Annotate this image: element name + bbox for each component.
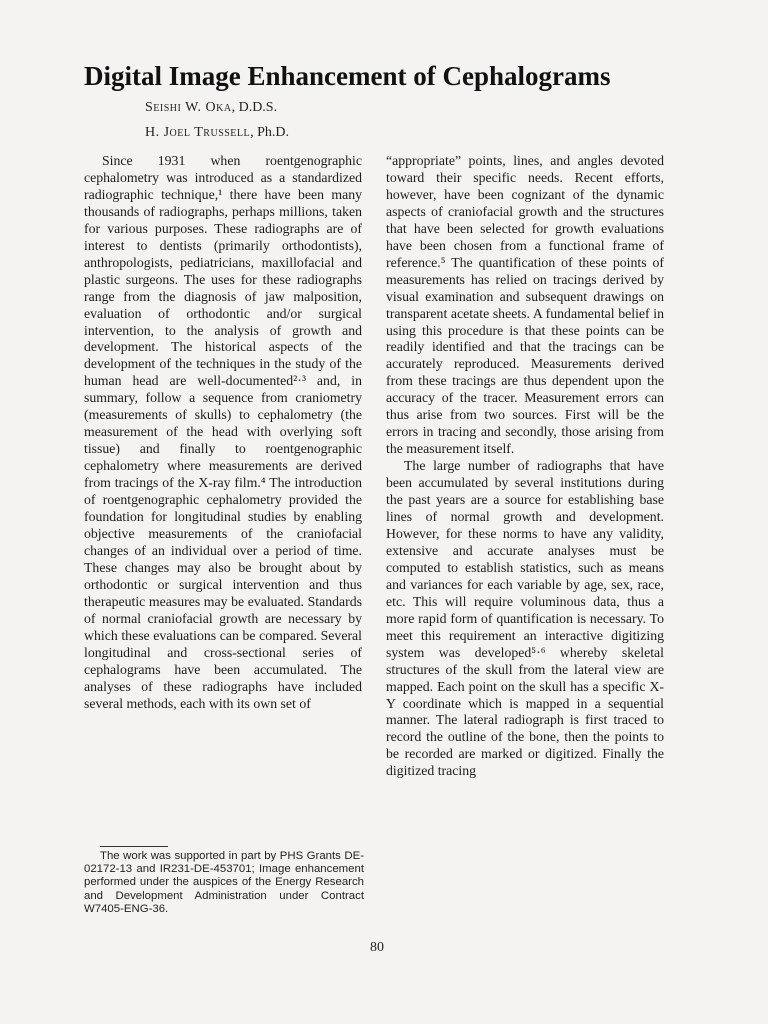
author-1-name: Seishi W. Oka [145, 100, 232, 115]
left-paragraph-1: Since 1931 when roentgenographic cephalometry was introduced as a standardized radiographic technique,¹ there have been many thousands of radiographs, perhaps millions, taken for various purposes. These radiographs are of interest to dentists (primarily orthodontists), anthropologists, pediatricians, maxillofacial and plastic surgeons. The uses for these radiographs range from the diagnosis of jaw malposition, evaluation of orthodontic and/or surgical intervention, to the analysis of growth and development. The historical aspects of the development of the techniques in the study of the human head are well-documented²·³ and, in summary, follow a sequence from craniometry (measurements of skulls) to cephalometry (the measurement of the head with overlying soft tissue) and finally to roentgenographic cephalometry where measurements are derived from tracings of the X-ray film.⁴ The introduction of roentgenographic cephalometry provided the foundation for longitudinal studies by enabling objective measurements of the craniofacial changes of an individual over a period of time. These changes may also be brought about by orthodontic or surgical intervention and thus therapeutic measures may be evaluated. Standards of normal craniofacial growth are necessary by which these evaluations can be compared. Several longitudinal and cross-sectional series of cephalograms have been accumulated. The analyses of these radiographs have included several methods, each with its own set of [84, 153, 362, 711]
right-paragraph-1: “appropriate” points, lines, and angles devoted toward their specific needs. Recent efforts, however, have been cognizant of the dynamic aspects of craniofacial growth and the structures that have been selected for growth evaluations have been chosen from a functional frame of reference.⁵ The quantification of these points of measurements has relied on tracings derived by visual examination and subsequent drawings on transparent acetate sheets. A fundamental belief in using this procedure is that these points can be readily identified and that the tracings can be accurately reproduced. Measurements derived from these tracings are thus dependent upon the accuracy of the tracer. Measurement errors can thus arise from two sources. First will be the errors in tracing and secondly, those arising from the measurement itself. [386, 153, 664, 457]
author-2 [145, 124, 289, 142]
author-1-degree: , D.D.S. [231, 100, 278, 115]
footnote-divider [100, 846, 168, 847]
right-paragraph-2: The large number of radiographs that have been accumulated by several institutions during the past years are a source for establishing base lines of normal growth and development. However, for these norms to have any validity, extensive and accurate analyses must be computed to establish statistics, such as means and variances for each variable by age, sex, race, etc. This will require voluminous data, thus a more rapid form of quantification is necessary. To meet this requirement an interactive digitizing system was developed⁵·⁶ whereby skeletal structures of the skull from the lateral view are mapped. Each point on the skull has a specific X-Y coordinate which is mapped in a sequential manner. The lateral radiograph is first traced to record the outline of the bone, then the points to be recorded are marked or digitized. Finally the digitized tracing [386, 458, 664, 779]
article-title: Digital Image Enhancement of Cephalograms [84, 61, 611, 91]
author-2-name: H. Joel Trussell [145, 125, 251, 140]
right-column [386, 153, 664, 780]
author-2-degree: , Ph.D. [250, 125, 290, 140]
author-1 [145, 99, 277, 117]
footnote-text: The work was supported in part by PHS Grants DE-02172-13 and IR231-DE-453701; Image enhancement performed under the auspices of the Energy Research and Development Administration under Contract W7405-ENG-36. [84, 850, 364, 915]
page-number: 80 [370, 940, 384, 955]
footnote [84, 850, 364, 916]
left-column [84, 153, 362, 712]
